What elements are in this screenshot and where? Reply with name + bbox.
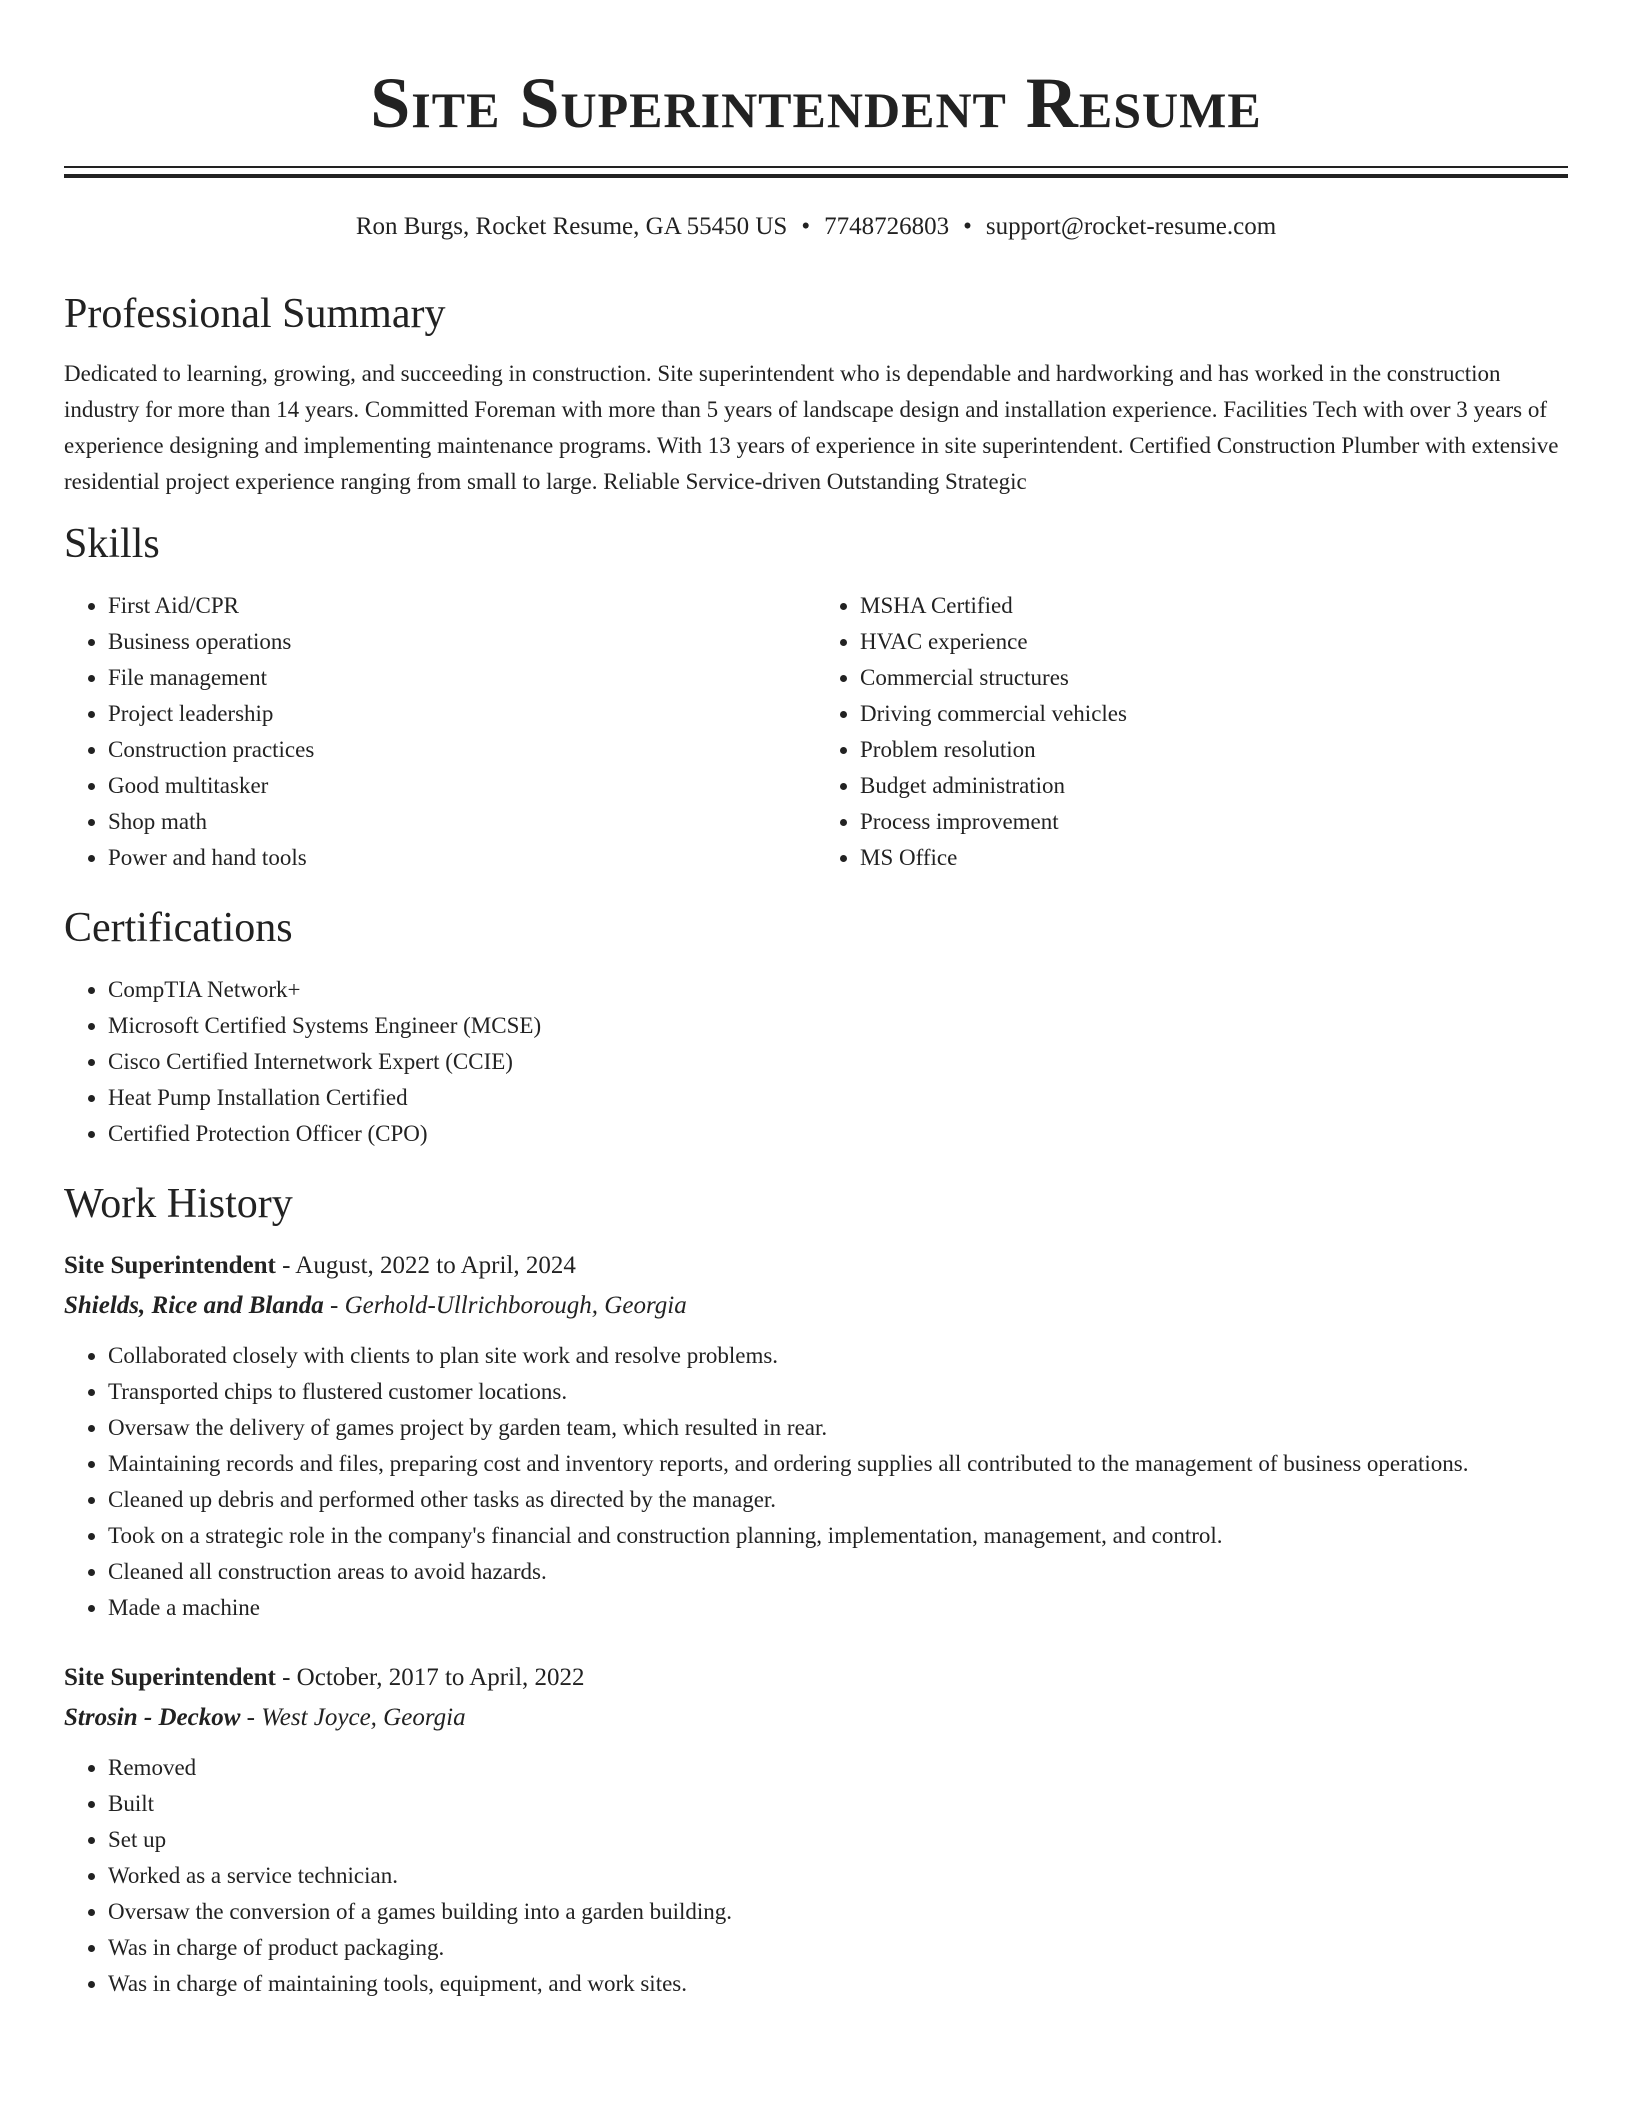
job-bullet: • Worked as a service technician. xyxy=(108,1858,1568,1894)
page-title: Site Superintendent Resume xyxy=(370,63,1262,143)
job-company: Shields, Rice and Blanda xyxy=(64,1292,324,1319)
work-history-heading: Work History xyxy=(64,1181,293,1227)
job-bullet: • Took on a strategic role in the company's financial and construction planning, implementation, management, and control. xyxy=(108,1518,1568,1554)
job-location: Gerhold-Ullrichborough, Georgia xyxy=(344,1292,687,1319)
job-bullet: • Was in charge of product packaging. xyxy=(108,1930,1568,1966)
job-bullet: • Collaborated closely with clients to plan site work and resolve problems. xyxy=(108,1338,1568,1374)
job-bullets xyxy=(64,1338,1568,1626)
certification-item: • Certified Protection Officer (CPO) xyxy=(108,1116,1568,1152)
job-bullet: • Transported chips to flustered customer locations. xyxy=(108,1374,1568,1410)
skill-item: • Budget administration xyxy=(860,768,1568,804)
skills-heading: Skills xyxy=(64,521,160,567)
summary-heading: Professional Summary xyxy=(64,291,446,337)
skill-item: • HVAC experience xyxy=(860,624,1568,660)
job-dates: August, 2022 to April, 2024 xyxy=(295,1252,576,1279)
job-title: Site Superintendent xyxy=(64,1664,276,1691)
contact-email: support@rocket-resume.com xyxy=(985,213,1277,240)
job-title-line: Site Superintendent - August, 2022 to April, 2024 xyxy=(64,1252,576,1279)
skills-columns xyxy=(64,588,1568,876)
job-bullet: • Removed xyxy=(108,1750,1568,1786)
job-bullet: • Maintaining records and files, preparing cost and inventory reports, and ordering supplies all contributed to the management of business operations. xyxy=(108,1446,1568,1482)
contact-address: Ron Burgs, Rocket Resume, GA 55450 US xyxy=(355,213,788,240)
contact-separator: • xyxy=(801,213,811,240)
job-company-line: Shields, Rice and Blanda - Gerhold-Ullrichborough, Georgia xyxy=(64,1292,687,1319)
job-bullet: • Oversaw the delivery of games project by garden team, which resulted in rear. xyxy=(108,1410,1568,1446)
job-company: Strosin - Deckow xyxy=(64,1704,241,1731)
skill-item: • First Aid/CPR xyxy=(108,588,816,624)
skill-item: • MS Office xyxy=(860,840,1568,876)
job-bullet: • Cleaned all construction areas to avoid hazards. xyxy=(108,1554,1568,1590)
job-title: Site Superintendent xyxy=(64,1252,276,1279)
job-bullet: • Was in charge of maintaining tools, equipment, and work sites. xyxy=(108,1966,1568,2002)
job-entry xyxy=(64,1248,1568,1626)
skill-item: • File management xyxy=(108,660,816,696)
skill-item: • Problem resolution xyxy=(860,732,1568,768)
job-bullet: • Cleaned up debris and performed other tasks as directed by the manager. xyxy=(108,1482,1568,1518)
job-bullet: • Made a machine xyxy=(108,1590,1568,1626)
skill-item: • MSHA Certified xyxy=(860,588,1568,624)
job-entry xyxy=(64,1660,1568,2002)
skill-item: • Power and hand tools xyxy=(108,840,816,876)
skill-item: • Construction practices xyxy=(108,732,816,768)
skill-item: • Shop math xyxy=(108,804,816,840)
summary-text: Dedicated to learning, growing, and succeeding in construction. Site superintendent who is dependable and hardworking and has worked in the construction industry for more than 14 years. Committed Foreman with more than 5 years of landscape design and installation experience. Facilities Tech with over 3 years of experience designing and implementing maintenance programs. With 13 years of experience in site superintendent. Certified Construction Plumber with extensive residential project experience ranging from small to large. Reliable Service-driven Outstanding Strategic xyxy=(64,361,1559,494)
certification-item: • Microsoft Certified Systems Engineer (MCSE) xyxy=(108,1008,1568,1044)
job-bullet: • Oversaw the conversion of a games building into a garden building. xyxy=(108,1894,1568,1930)
job-dates: October, 2017 to April, 2022 xyxy=(296,1664,585,1691)
skills-list-left xyxy=(64,588,816,876)
contact-phone: 7748726803 xyxy=(824,213,950,240)
skill-item: • Commercial structures xyxy=(860,660,1568,696)
skill-item: • Business operations xyxy=(108,624,816,660)
contact-line xyxy=(64,210,1568,244)
skill-item: • Project leadership xyxy=(108,696,816,732)
skills-list-right xyxy=(816,588,1568,876)
certifications-heading: Certifications xyxy=(64,905,293,951)
contact-separator: • xyxy=(963,213,972,240)
skill-item: • Good multitasker xyxy=(108,768,816,804)
certification-item: • CompTIA Network+ xyxy=(108,972,1568,1008)
job-bullet: • Built xyxy=(108,1786,1568,1822)
job-title-line: Site Superintendent - October, 2017 to April, 2022 xyxy=(64,1664,585,1691)
skill-item: • Process improvement xyxy=(860,804,1568,840)
title-divider-thin xyxy=(64,166,1568,168)
job-bullet: • Set up xyxy=(108,1822,1568,1858)
certification-item: • Heat Pump Installation Certified xyxy=(108,1080,1568,1116)
resume-page xyxy=(64,0,1568,2002)
title-divider-thick xyxy=(64,174,1568,178)
job-location: West Joyce, Georgia xyxy=(261,1704,466,1731)
certification-item: • Cisco Certified Internetwork Expert (CCIE) xyxy=(108,1044,1568,1080)
job-bullets xyxy=(64,1750,1568,2002)
skill-item: • Driving commercial vehicles xyxy=(860,696,1568,732)
job-company-line: Strosin - Deckow - West Joyce, Georgia xyxy=(64,1704,466,1731)
certifications-list xyxy=(64,972,1568,1152)
